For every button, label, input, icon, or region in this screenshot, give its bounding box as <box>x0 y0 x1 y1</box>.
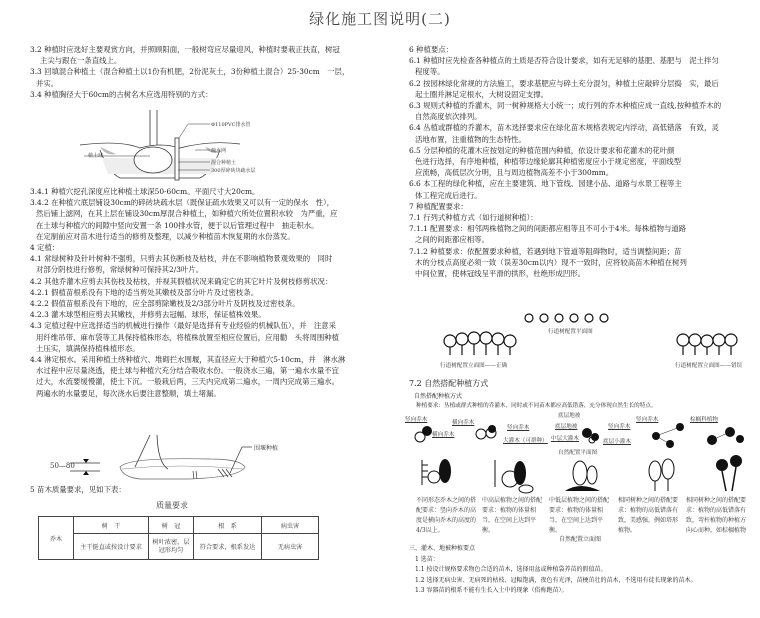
text-line: 土压实，填满保持植株植形态。 <box>36 343 140 353</box>
text-line: 之间的间距都应相等。 <box>415 235 489 245</box>
right-column <box>409 44 754 279</box>
label-mid-shrub: 中层大灌木 <box>551 436 579 442</box>
text-line: 3.4 种植胸径大于60cm的古树名木应选用特别的方式： <box>30 89 213 99</box>
elevation-3 <box>565 461 600 491</box>
text-line: 7.1.1 配置要求：相邻两株植物之间的间距都应相等且不可小于4米。每株植物与道路 <box>409 224 687 234</box>
text-line: 7 种植配置要求： <box>409 201 468 211</box>
text-line: 4 定植： <box>30 243 60 253</box>
elevation-5 <box>716 455 742 491</box>
natural-plan-diagram <box>400 410 760 455</box>
text-line: 应流畅，高低层次分明，且与周边植物高差不小于300mm。 <box>415 168 614 178</box>
cell-pests: 无病虫害 <box>262 534 319 560</box>
natural-subheading: 自然搭配种植方式 <box>414 393 463 400</box>
natural-heading: 7.2 自然搭配种植方式 <box>409 379 489 388</box>
text-line: 4.2.1 假植苗根系没有下地的适当剪处其嫩枝及部分叶片及过密枝条。 <box>30 287 259 297</box>
weir-drawing <box>40 425 320 480</box>
elevation-2 <box>495 460 533 493</box>
text-line: 6.1 种植时应先检查各种植点的土质是否符合设计要求，如有无足够的基肥、基肥与 泥土拌匀 <box>409 56 719 66</box>
left-column-body <box>30 186 375 399</box>
text-line: 在定制前应对苗木进行适当的修剪及整理，以减少种植苗木恢复期的水份蒸发。 <box>36 231 295 241</box>
text-line: 木的分枝点高度必须一致（误差30cm以内）现不一致时，应将较高苗木种植在树列 <box>415 257 687 267</box>
elev-desc-4: 相同树种之间的搭配要求：植物的高低错落有致，美感强，例如塔形植物。 <box>618 497 679 534</box>
cell-trunk: 主干挺直或按设计要求 <box>74 534 149 560</box>
natural-elevation-diagram <box>410 455 760 495</box>
text-line: 3.3 回填混合种植土（混合种植土以1份有机肥，2份泥灰土，3份种植土混合）25-30cm 一层， <box>30 67 350 77</box>
text-line: 色进行选择，有序地种植，种植带边缘轮廓其种植密度应小于规定密度，平面线型 <box>415 157 682 167</box>
text-line: 过大，水流要缓慢灌，使土下沉。一般栽后两，三天内完成第二遍水，一周内完成第三遍水。 <box>36 377 340 387</box>
text-line: 4.2.3 灌木球型相应剪去其嫩枝，并修剪去冠幅、球形，保证植株效果。 <box>30 310 266 320</box>
tree-plan-symbol <box>525 314 533 322</box>
filter-net-label: 疏水网 <box>211 148 227 154</box>
text-line: 6.5 分层种植的花灌木应按划定的种植范围内种植，依设计要求和花灌木的花叶颜 <box>409 145 675 155</box>
label-palm: 棕榈科植物 <box>690 417 718 423</box>
elev-desc-3: 中低层植物之间的搭配要求：植物的体量相当，在空间上达到平衡。 <box>549 497 610 534</box>
tree-plan-symbol <box>570 314 578 322</box>
quality-intro <box>30 484 126 495</box>
elevation-4 <box>649 459 674 491</box>
header-pests: 病虫害 <box>262 517 319 534</box>
text-line: 5 苗木质量要求，见如下表： <box>30 485 126 494</box>
label-ground-cover-top: 底层地被 <box>558 413 581 419</box>
tree-plan-symbol <box>585 314 593 322</box>
elev-desc-2: 中高层植物之间的搭配要求：植物的体量相当，在空间上达到平衡。 <box>482 497 543 534</box>
label-vertical-tree-2: 竖向乔木 <box>507 425 530 431</box>
text-line: 体工程完成后进行。 <box>415 190 482 200</box>
quality-table <box>38 516 319 560</box>
table-row <box>39 517 319 534</box>
cell-roots: 符合要求，根系发达 <box>194 534 262 560</box>
elev-desc-1: 不同形态乔木之间的搭配要求：竖向乔木的高度是横向乔木的高度的4/3以上。 <box>416 497 477 534</box>
text-line: 中间位置，使林冠线呈平滑的拱形，杜绝形成凹形。 <box>415 269 585 279</box>
text-line: 用纤维吊带、麻布袋等工具保持植株形态，将植株放置至相应位置后，应用勸 头将周围种植 <box>36 332 340 342</box>
label-low-shrub: 底层小灌木 <box>603 439 631 445</box>
left-column <box>30 44 375 100</box>
label-horizontal-tree-2: 横向乔木 <box>452 420 475 426</box>
quality-table-title: 质量要求 <box>156 501 188 510</box>
label-ground-cover: 底层地被 <box>555 424 578 430</box>
elevation-1 <box>422 459 451 485</box>
text-line: 程度等。 <box>415 67 445 77</box>
text-line: 4.2 其他乔灌木应剪去其伤枝及枯枝，并视其假植状况来确定它的其它叶片及树枝修剪状况： <box>30 276 333 286</box>
text-line: 自然高度依次排列。 <box>415 112 482 122</box>
text-line: 3.2 种植时应选好主要观赏方向，并照顾阳面，一般树弯应尽量迎风，种植时要栽正扶直，树冠 <box>30 45 340 54</box>
soil-ball-label: 植土球 <box>88 153 104 159</box>
street-tree-diagrams <box>405 313 755 373</box>
weir-label: 围堰种植 <box>254 445 279 452</box>
text-line: 1.3 容器苗的根系不能有生长入土中的现象（俗称跑苗）。 <box>415 587 568 594</box>
text-line: 活地布置，注重植物的生态特性。 <box>415 134 526 144</box>
text-line: 6.2 按园林绿化常规的方法施工，要求基肥应与碎土充分混匀，种植土应敲碎分层捣 实，最后 <box>409 78 719 88</box>
text-line: 4.4 淋定根水。采用种植土绕种植穴、堆砌拦水围堰，其直径应大于种植穴5-10cm，并 淋水淋 <box>30 355 346 365</box>
text-line: 两遍水的水量要足，每次浇水后要注意整顺，填土堵漏。 <box>36 388 221 398</box>
text-line: 6.6 本工程的绿化种植，应在主要建筑、地下管线、园建小品、道路与水景工程等主 <box>409 179 682 189</box>
header-crown: 树 冠 <box>149 517 194 534</box>
elev-caption: 自然配置立面图 <box>559 536 602 543</box>
pvc-pipe-label: Φ110PVC排水管 <box>211 122 251 128</box>
tree-elevation-wrong <box>677 334 737 355</box>
text-line: 7.1.2 种植要求：依配置要求种植，若遇到地下管道等阻碍物时，适当调整间距；苗 <box>409 246 682 256</box>
tree-plan-symbol <box>555 314 563 322</box>
text-line: 对部分阴枝进行修剪，常绿树种可保持其2/3叶片。 <box>36 265 204 275</box>
text-line: 在土球与种植穴的间隙中竖向安置一条 100排水管，便于以后管理过程中 抽走积水。 <box>36 220 319 230</box>
label-vertical-tree-3: 竖向乔木 <box>608 424 631 430</box>
row-plan-caption: 行道树配置平面图 <box>548 329 593 335</box>
text-line: 3.4.1 种植穴挖孔深度应比种植土球深50-60cm。平面尺寸大20cm。 <box>30 187 260 196</box>
row-wrong-caption: 行道树配置立面图——错误 <box>675 363 743 369</box>
row-correct-caption: 行道树配置立面图——正确 <box>440 363 508 369</box>
weir-diagram <box>40 425 320 480</box>
label-horizontal-tree-1: 横向乔木 <box>432 432 455 438</box>
height-dimension: 50—80 <box>50 462 75 470</box>
text-line: 水过程中应尽量浇透，使土球与种植穴充分结合吸收水份。一般浇水三遍，第一遍水水量不宜 <box>36 366 340 376</box>
natural-requirement: 种植要求：丛植或群式种植的乔灌木，同时或不同苗木都应高低错落，充分体现自然生长的特点。 <box>416 403 657 409</box>
text-line: 7.1 行列式种植方式（如行道树种植）： <box>409 213 538 223</box>
text-line: 并实。 <box>36 78 59 88</box>
elev-desc-5: 相同树种之间的搭配要求：植物的高低错落有致，弯杆植物的种植方向心而种，如棕榈植物 <box>686 497 747 534</box>
tree-elevation-correct <box>444 332 516 355</box>
text-line: 4.1 常绿树种及针叶树种不强剪，只剪去其伤断枝及枯枝，并在不影响植物景观效果的 同时 <box>30 254 333 264</box>
tree-plan-symbol <box>600 314 608 322</box>
natural-elevation-drawing <box>410 455 760 495</box>
mix-soil-label: 混合种植土 <box>211 160 237 166</box>
text-line: 1.2 选择无病虫害、无病死的枯枝、冠幅饱满，夜色有光泽，苗梗茁壮的苗木，不选用有徒长现象的苗木。 <box>415 576 697 584</box>
tree-plan-symbol <box>540 314 548 322</box>
text-line: 主尖与跟在一条直线上。 <box>40 56 122 66</box>
text-line: 4.2.2 假值苗根系没有下地的，应全部剪除嫩枝及2/3部分叶片及阴枝及过密枝条。 <box>30 299 300 309</box>
header-trunk: 树 干 <box>74 517 149 534</box>
label-vertical-tree-4: 竖向乔木 <box>636 417 659 423</box>
row-label: 乔木 <box>39 517 74 560</box>
text-line: 然后铺上滤网，在其上层在铺设30cm厚混合种植土，如种植穴所处位置积水较 为严重，应 <box>36 209 338 219</box>
plan-caption: 自然配置平面图 <box>558 450 598 456</box>
text-line: 1.1 按设计规格要求物色合适的苗木，选择用盆或种植袋养苗的假值苗。 <box>415 566 607 573</box>
text-line: 1 选苗： <box>415 555 439 563</box>
page-title: 绿化施工图说明(二) <box>309 10 451 28</box>
drain-layer-label: 300厚碎砖块疏水层 <box>211 168 256 174</box>
table-row <box>39 534 319 560</box>
text-line: 6.4 丛植或群植的乔灌木，苗木选择要求应在绿化苗木规格表规定内浮动，高低错落 有致，灵 <box>409 123 719 133</box>
text-line: 6.3 规则式种植的乔灌木，同一树种规格大小统一；成行列的乔木种植应成一直线,按种植乔木的 <box>409 101 722 111</box>
cell-crown: 树叶浓密，层冠形均匀 <box>149 534 194 560</box>
planting-pit-diagram <box>60 100 280 185</box>
header-roots: 根 系 <box>194 517 262 534</box>
text-line: 4.3 定植过程中应选择适当的机械进行操作（最好是选择有专业经验的机械队伍），并 注意采 <box>30 321 337 331</box>
label-vertical-tree-1: 竖向乔木 <box>405 417 428 423</box>
section-3 <box>409 544 696 597</box>
label-large-shrub: 大灌木（可群种） <box>503 438 548 444</box>
text-line: 6 种植要点： <box>409 45 454 54</box>
text-line: 三、灌木、地被种植要点 <box>409 545 476 552</box>
tree-plan-symbols <box>525 314 608 322</box>
text-line: 3.4.2 在种植穴底层铺设30cm的碎砖块疏水层（既保证疏水效果又可以有一定的保水 性）， <box>30 198 335 208</box>
text-line: 起土圈并淋足定根水，大树设固定支撑。 <box>415 89 549 99</box>
